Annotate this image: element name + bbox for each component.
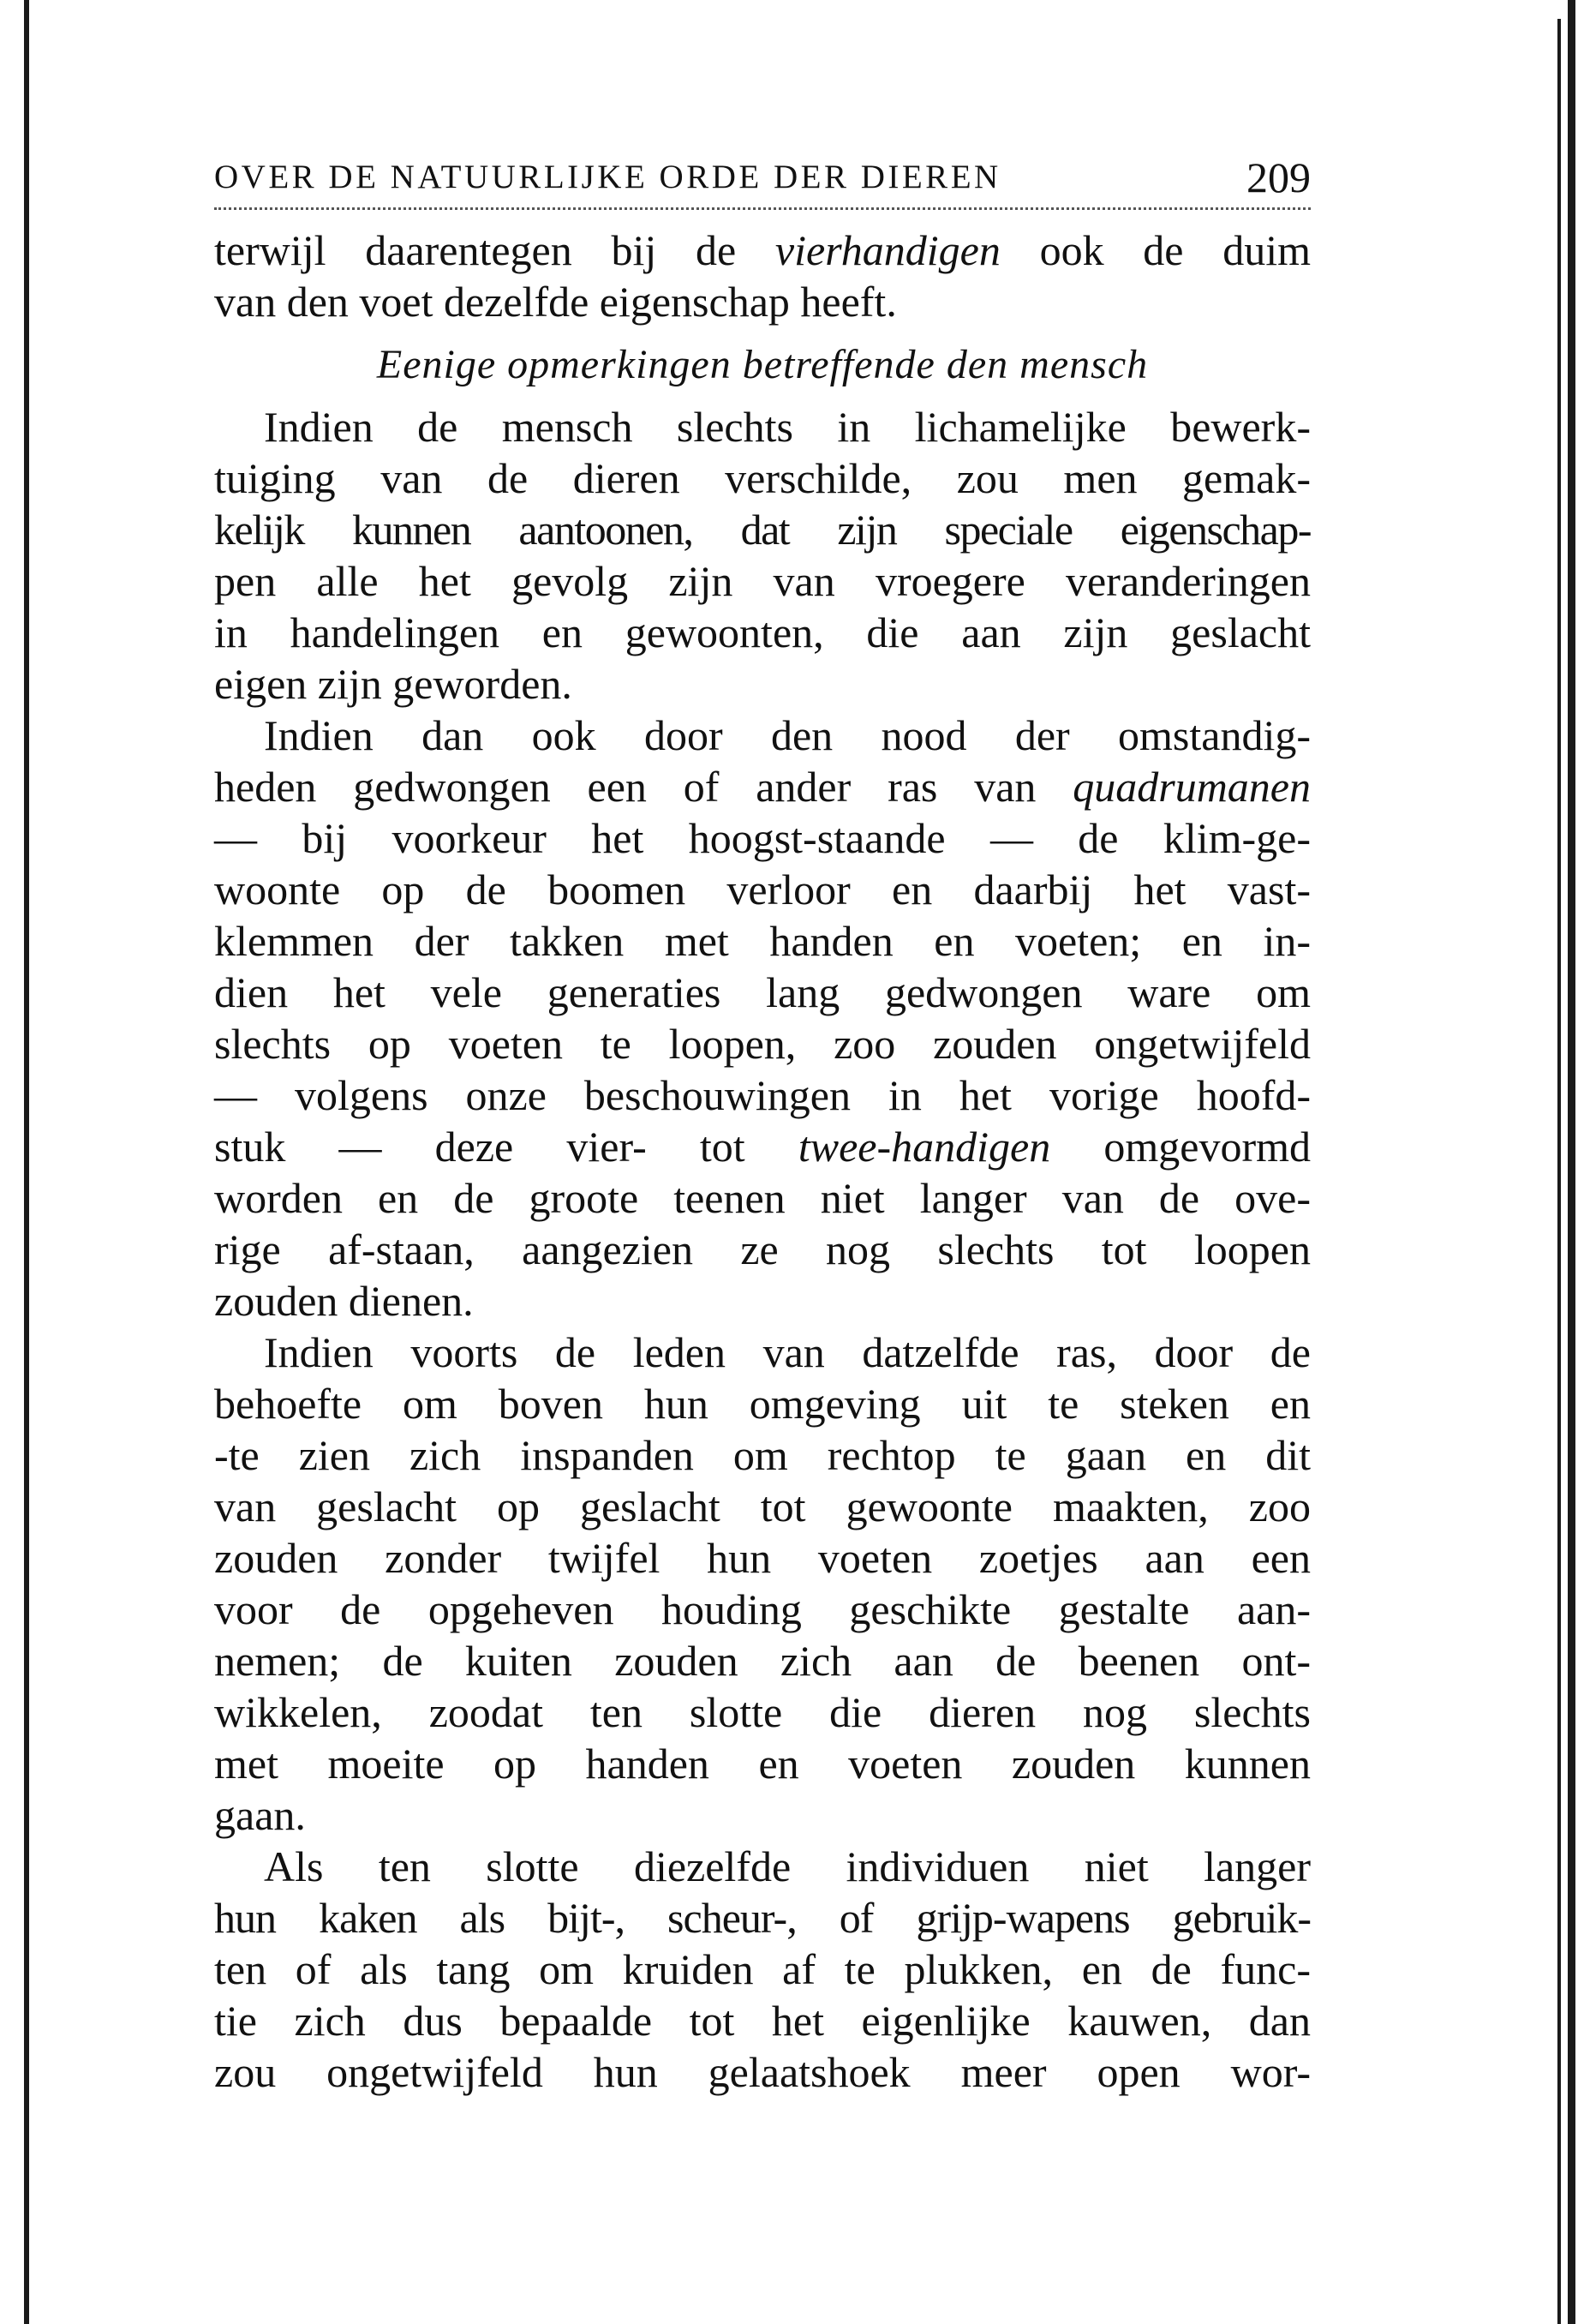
text-line: wikkelen, zoodat ten slotte die dieren nog slechts [214, 1688, 1311, 1736]
text-line: rige af-staan, aangezien ze nog slechts tot loopen [214, 1225, 1311, 1273]
italic-term: twee-handigen [798, 1123, 1051, 1171]
text-run: omgevormd [1050, 1123, 1311, 1171]
text-line: woonte op de boomen verloor en daarbij het vast- [214, 866, 1311, 913]
text-line: behoefte om boven hun omgeving uit te steken en [214, 1380, 1311, 1428]
text-line: kelijk kunnen aantoonen, dat zijn speciale eigenschap- [214, 506, 1311, 554]
text-run: terwijl daarentegen bij de [214, 226, 775, 274]
text-line: hun kaken als bijt-, scheur-, of grijp-wapens gebruik- [214, 1894, 1311, 1942]
text-line: zouden dienen. [214, 1277, 474, 1325]
text-line: dien het vele generaties lang gedwongen ware om [214, 968, 1311, 1016]
text-line: zou ongetwijfeld hun gelaatshoek meer open wor- [214, 2048, 1311, 2096]
text-line: Als ten slotte diezelfde individuen niet langer [264, 1842, 1311, 1890]
text-line: Indien voorts de leden van datzelfde ras, door de [264, 1328, 1311, 1376]
text-line: van den voet dezelfde eigenschap heeft. [214, 278, 897, 326]
section-heading: Eenige opmerkingen betreffende den mensch [376, 342, 1149, 387]
text-line: — volgens onze beschouwingen in het vorige hoofd- [214, 1071, 1311, 1119]
text-line [214, 761, 1311, 812]
text-run: heden gedwongen een of ander ras van [214, 763, 1073, 811]
text-line: -te zien zich inspanden om rechtop te gaan en dit [214, 1431, 1311, 1479]
text-line: tuiging van de dieren verschilde, zou men gemak- [214, 454, 1311, 502]
italic-term: quadrumanen [1073, 763, 1311, 811]
text-line: gaan. [214, 1791, 306, 1839]
text-line: tie zich dus bepaalde tot het eigenlijke kauwen, dan [214, 1997, 1311, 2045]
text-line: voor de opgeheven houding geschikte gestalte aan- [214, 1585, 1311, 1633]
text-line: — bij voorkeur het hoogst-staande — de klim-ge- [214, 814, 1311, 862]
text-run: stuk — deze vier- tot [214, 1123, 798, 1171]
text-line: nemen; de kuiten zouden zich aan de beenen ont- [214, 1637, 1311, 1685]
text-line: Indien dan ook door den nood der omstandig- [264, 711, 1311, 759]
text-line: pen alle het gevolg zijn van vroegere veranderingen [214, 557, 1311, 605]
page-header [214, 154, 1311, 210]
text-line: Indien de mensch slechts in lichamelijke bewerk- [264, 403, 1311, 451]
page-edge-left [24, 0, 29, 2324]
text-run: ook de duim [1000, 226, 1312, 274]
body-text [214, 225, 1311, 2098]
text-line [214, 225, 1311, 276]
page-number: 209 [1246, 153, 1311, 201]
page-edge-right-inner [1557, 19, 1561, 2324]
text-line: ten of als tang om kruiden af te plukken, en de func- [214, 1945, 1311, 1993]
italic-term: vierhandigen [774, 226, 1001, 274]
text-line: worden en de groote teenen niet langer van de ove- [214, 1174, 1311, 1222]
text-line: zouden zonder twijfel hun voeten zoetjes aan een [214, 1534, 1311, 1582]
text-line: van geslacht op geslacht tot gewoonte maakten, zoo [214, 1482, 1311, 1530]
text-line [214, 1121, 1311, 1172]
text-line: klemmen der takken met handen en voeten; en in- [214, 917, 1311, 965]
text-line: eigen zijn geworden. [214, 660, 572, 708]
text-line: met moeite op handen en voeten zouden kunnen [214, 1740, 1311, 1788]
page-edge-right-outer [1568, 0, 1575, 2324]
running-title: OVER DE NATUURLIJKE ORDE DER DIEREN [214, 159, 1001, 195]
text-line: slechts op voeten te loopen, zoo zouden ongetwijfeld [214, 1020, 1311, 1068]
text-line: in handelingen en gewoonten, die aan zijn geslacht [214, 608, 1311, 656]
